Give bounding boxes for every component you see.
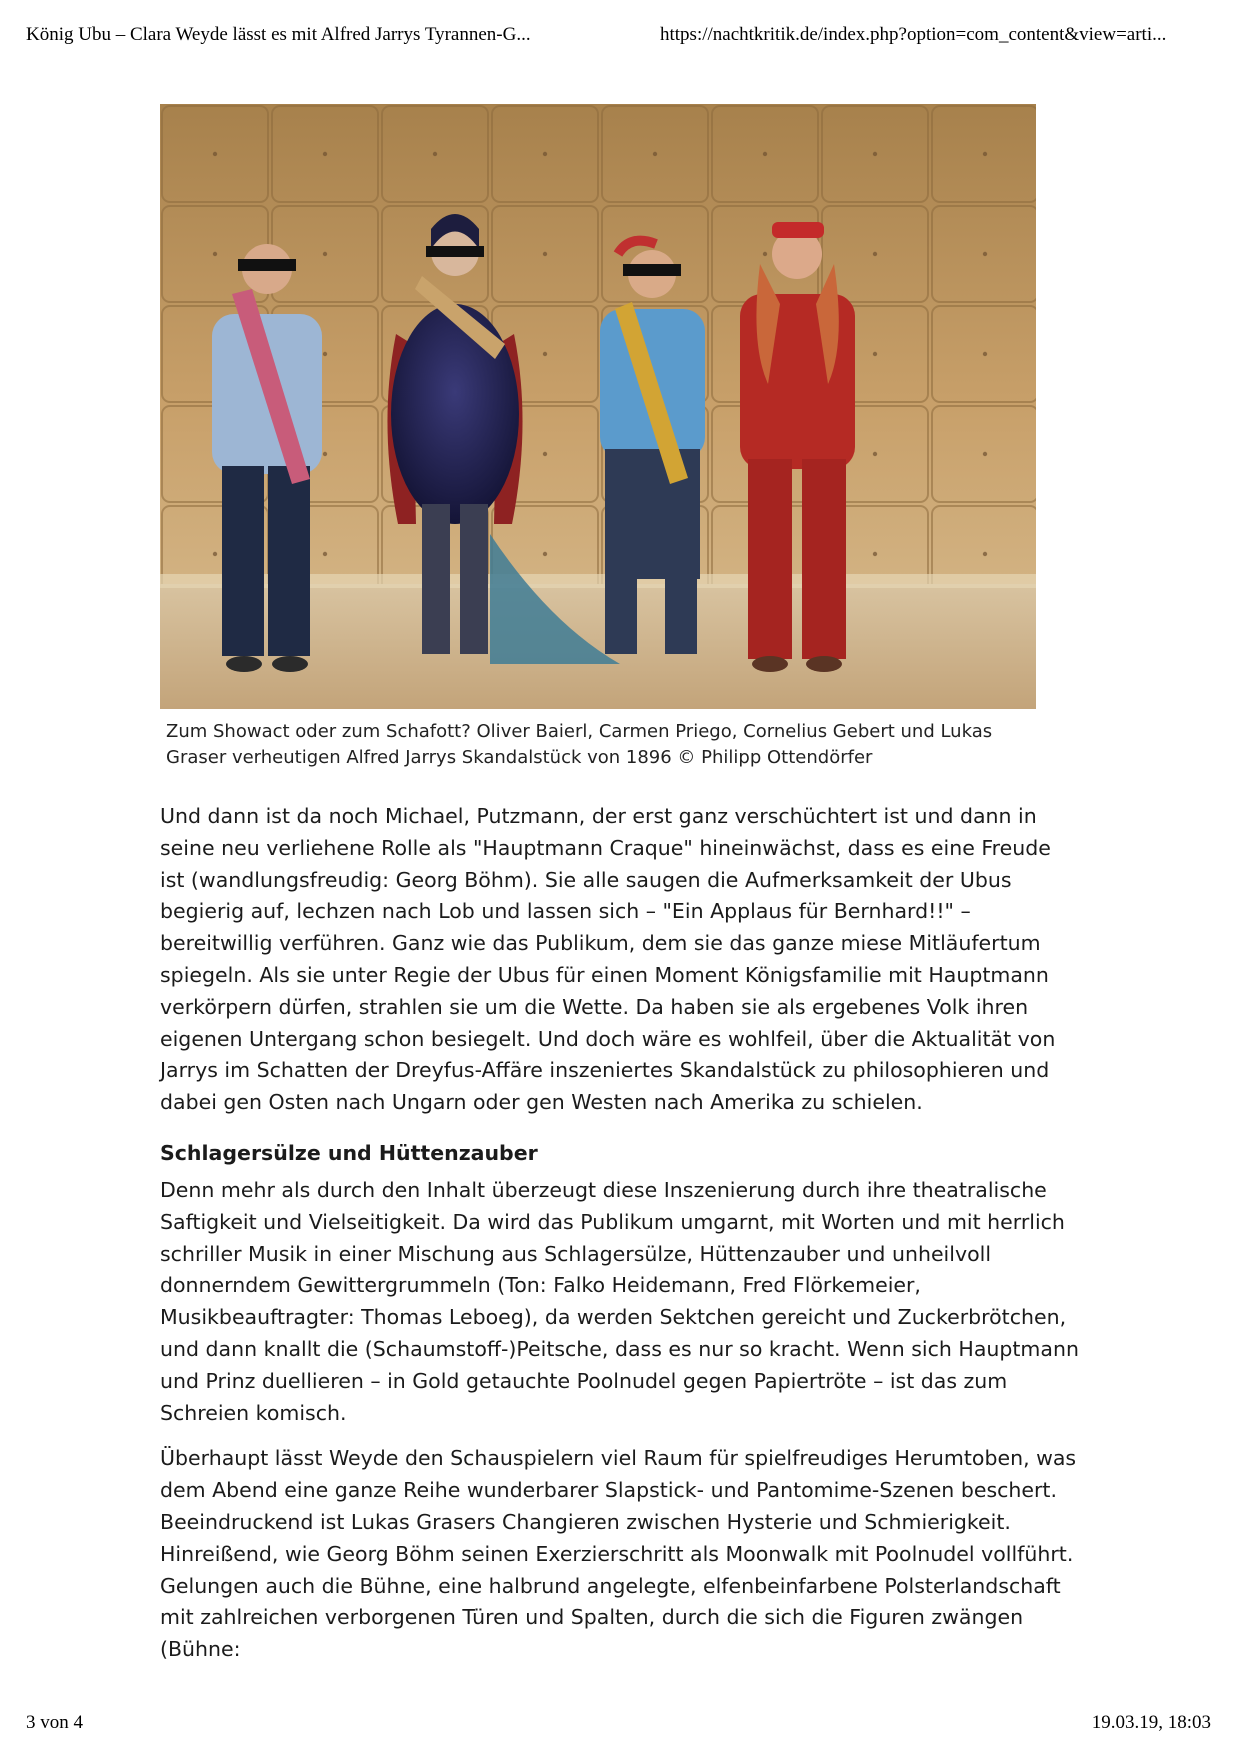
article-paragraph: Und dann ist da noch Michael, Putzmann, der erst ganz verschüchtert ist und dann in seine neu verliehene Rolle als "Hauptmann Craque" hineinwächst, dass es eine Freude ist (wandlungsfreudig: Georg Böhm). Sie alle saugen die Aufmerksamkeit der Ubus begierig auf, lechzen nach Lob und lassen sich – "Ein Applaus für Bernhard!!" – bereitwillig verführen. Ganz wie das Publikum, dem sie das ganze miese Mitläufertum spiegeln. Als sie unter Regie der Ubus für einen Moment Königsfamilie mit Hauptmann verkörpern dürfen, strahlen sie um die Wette. Da haben sie als ergebenes Volk ihren eigenen Untergang schon besiegelt. Und doch wäre es wohlfeil, über die Aktualität von Jarrys im Schatten der Dreyfus-Affäre inszeniertes Skandalstück zu philosophieren und dabei gen Osten nach Ungarn oder gen Westen nach Amerika zu schielen. [160, 804, 1056, 1115]
print-footer [0, 1712, 1239, 1738]
production-photo [160, 104, 1036, 709]
page-counter: 3 von 4 [26, 1712, 83, 1733]
article-body [160, 801, 1080, 1666]
section-subheading: Schlagersülze und Hüttenzauber [160, 1140, 538, 1165]
stage-scene-illustration [160, 104, 1036, 709]
article-paragraph: Überhaupt lässt Weyde den Schauspielern viel Raum für spielfreudiges Herumtoben, was dem Abend eine ganze Reihe wunderbarer Slapstick- und Pantomime-Szenen beschert. Beeindruckend ist Lukas Grasers Changieren zwischen Hysterie und Schmierigkeit. Hinreißend, wie Georg Böhm seinen Exerzierschritt als Moonwalk mit Poolnudel vollführt. Gelungen auch die Bühne, eine halbrund angelegte, elfenbeinfarbene Polsterlandschaft mit zahlreichen verborgenen Türen und Spalten, durch die sich die Figuren zwängen (Bühne: [160, 1446, 1077, 1662]
article [160, 104, 1080, 1680]
print-header-title: König Ubu – Clara Weyde lässt es mit Alfred Jarrys Tyrannen-G... [26, 24, 531, 45]
print-header [0, 24, 1239, 50]
print-datetime: 19.03.19, 18:03 [1091, 1712, 1211, 1733]
article-paragraph: Denn mehr als durch den Inhalt überzeugt diese Inszenierung durch ihre theatralische Saftigkeit und Vielseitigkeit. Da wird das Publikum umgarnt, mit Worten und mit herrlich schriller Musik in einer Mischung aus Schlagersülze, Hüttenzauber und unheilvoll donnerndem Gewittergrummeln (Ton: Falko Heidemann, Fred Flörkemeier, Musikbeauftragter: Thomas Leboeg), da werden Sektchen gereicht und Zuckerbrötchen, und dann knallt die (Schaumstoff-)Peitsche, dass es nur so kracht. Wenn sich Hauptmann und Prinz duellieren – in Gold getauchte Poolnudel gegen Papiertröte – ist das zum Schreien komisch. [160, 1177, 1079, 1425]
photo-caption: Zum Showact oder zum Schafott? Oliver Baierl, Carmen Priego, Cornelius Gebert und Lukas Graser verheutigen Alfred Jarrys Skandalstück von 1896 © Philipp Ottendörfer [166, 721, 993, 768]
print-header-url: https://nachtkritik.de/index.php?option=com_content&view=arti... [660, 24, 1167, 45]
